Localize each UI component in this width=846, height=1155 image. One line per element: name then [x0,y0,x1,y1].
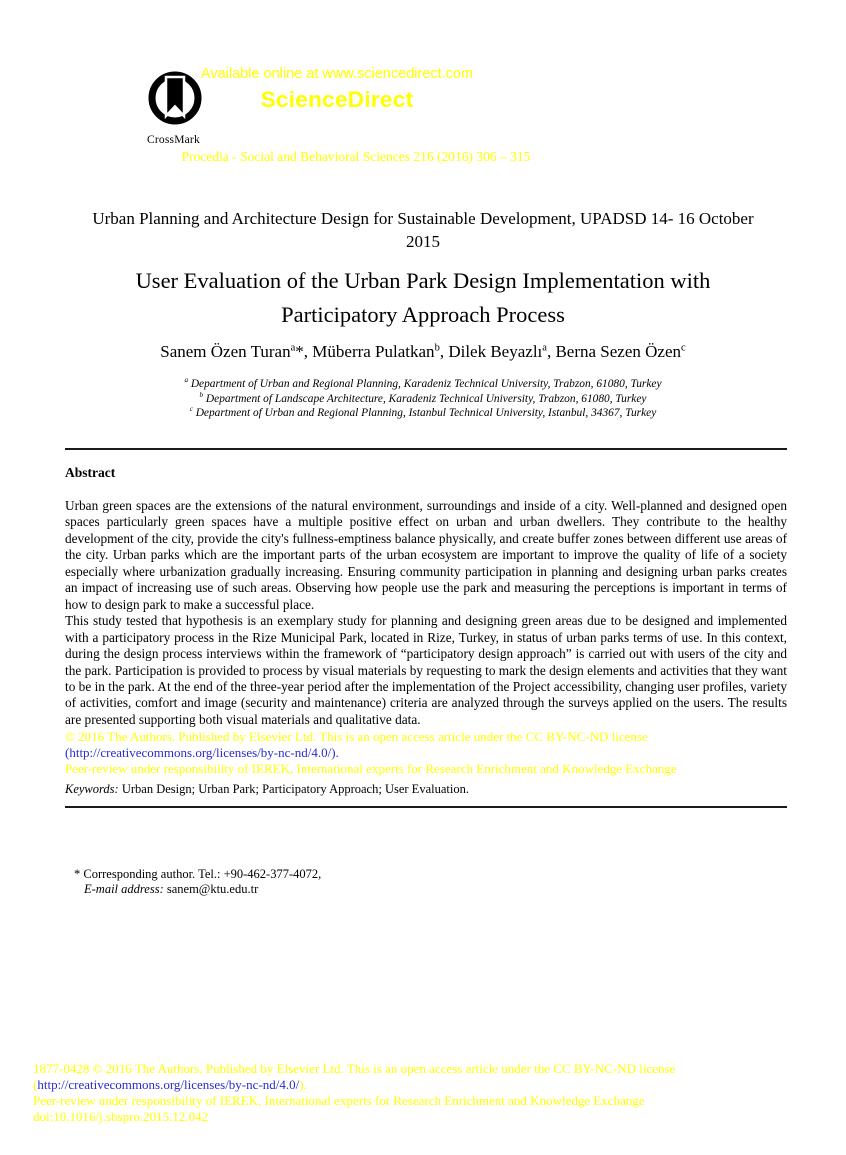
doi-line: doi:10.1016/j.sbspro.2015.12.042 [33,1109,209,1124]
issn-copyright-line: 1877-0428 © 2016 The Authors. Published by Elsevier Ltd. This is an open access article under the CC BY-NC-ND license [33,1061,676,1076]
affiliation-a: $^a$ Department of Urban and Regional Planning, Karadeniz Technical University, Trabzon, 61080, Turkey [184,376,662,390]
license-url-link[interactable]: (http://creativecommons.org/licenses/by-nc-nd/4.0/). [65,745,339,760]
crossmark-label: CrossMark [147,134,200,146]
affiliation-b: $^b$ Department of Landscape Architecture, Karadeniz Technical University, Trabzon, 61080, Turkey [199,390,647,405]
email-label: E-mail address: [84,882,164,896]
license-block [65,729,787,777]
affiliation-c: $^c$ Department of Urban and Regional Planning, Istanbul Technical University, Istanbul, 34367, Turkey [189,405,657,420]
author: Dilek Beyazlı$^a$, [448,342,556,361]
footnote-tel-line: * Corresponding author. Tel.: +90-462-377-4072, [74,867,322,881]
footnote-email-line [84,882,554,897]
sciencedirect-logo[interactable]: ScienceDirect [260,87,414,112]
abstract-heading: Abstract [65,465,116,480]
keywords-label: Keywords: [65,782,119,796]
footer-license-url-link[interactable]: http://creativecommons.org/licenses/by-nc-nd/4.0/ [37,1077,300,1092]
divider-above-abstract [65,448,787,450]
email-address[interactable]: sanem@ktu.edu.tr [163,882,259,896]
footer-license-url-line: (http://creativecommons.org/licenses/by-nc-nd/4.0/). [33,1077,307,1092]
keywords-line [65,782,787,797]
paper-title-line2: Participatory Approach Process [281,302,565,327]
conference-title-line2: 2015 [406,231,440,251]
keywords-text: Urban Design; Urban Park; Participatory Approach; User Evaluation. [118,782,469,796]
paper-title [73,264,773,332]
author: Müberra Pulatkan$^b$, [312,342,449,361]
journal-citation-line: Procedia - Social and Behavioral Sciences 216 (2016) 306 – 315 [181,149,531,164]
abstract-paragraph-2: This study tested that hypothesis is an exemplary study for planning and designing green areas due to be designed and implemented with a participatory process in the Rize Municipal Park, located in Rize, Turkey, in status of urban parks terms of use. In this context, during the design process interviews within the framework of “participatory design approach” is carried out with users of the city and the park. Participation is provided to process by visual materials by requesting to mark the design elements and activities that they want to be in the park. At the end of the three-year period after the implementation of the Project accessibility, changing user profiles, variety of activities, comfort and image (security and maintenance) criteria are analyzed through the surveys applied on the users. The results are presented supporting both visual materials and qualitative data. [65,613,787,727]
authors-line [63,342,783,362]
corresponding-author-footnote [74,867,554,897]
copyright-line: © 2016 The Authors. Published by Elsevier Ltd. This is an open access article under the CC BY-NC-ND license [65,729,648,744]
author: Berna Sezen Özen$^c$ [555,342,686,361]
available-online-link[interactable]: Available online at www.sciencedirect.com [200,66,474,82]
abstract-body [65,498,787,728]
peer-review-line: Peer-review under responsibility of IEREK, International experts for Research Enrichment and Knowledge Exchange [65,761,677,776]
author: Sanem Özen Turan$^a$*, [160,342,313,361]
conference-title [63,208,783,253]
page-footer [33,1061,753,1125]
paper-title-line1: User Evaluation of the Urban Park Design Implementation with [135,268,711,293]
divider-below-keywords [65,806,787,808]
footer-peer-review-line: Peer-review under responsibility of IEREK, International experts for Research Enrichment and Knowledge Exchange [33,1093,645,1108]
abstract-paragraph-1: Urban green spaces are the extensions of the natural environment, surroundings and inside of a city. Well-planned and designed open spaces particularly green spaces have a multiple positive effect on urban and urban dwellers. They contribute to the healthy development of the city, provide the city's fullness-emptiness balance physically, and create buffer zones between different use areas of the city. Urban parks which are the important parts of the urban ecosystem are important to improve the quality of life of a society especially where urbanization gradually increasing. Ensuring community participation in planning and designing urban parks creates an impact of increasing use of such areas. Observing how people use the park and measuring the perceptions is important in terms of how to design park to make a successful place. [65,498,787,612]
conference-title-line1: Urban Planning and Architecture Design for Sustainable Development, UPADSD 14- 16 October [92,209,754,228]
affiliations [63,377,783,421]
